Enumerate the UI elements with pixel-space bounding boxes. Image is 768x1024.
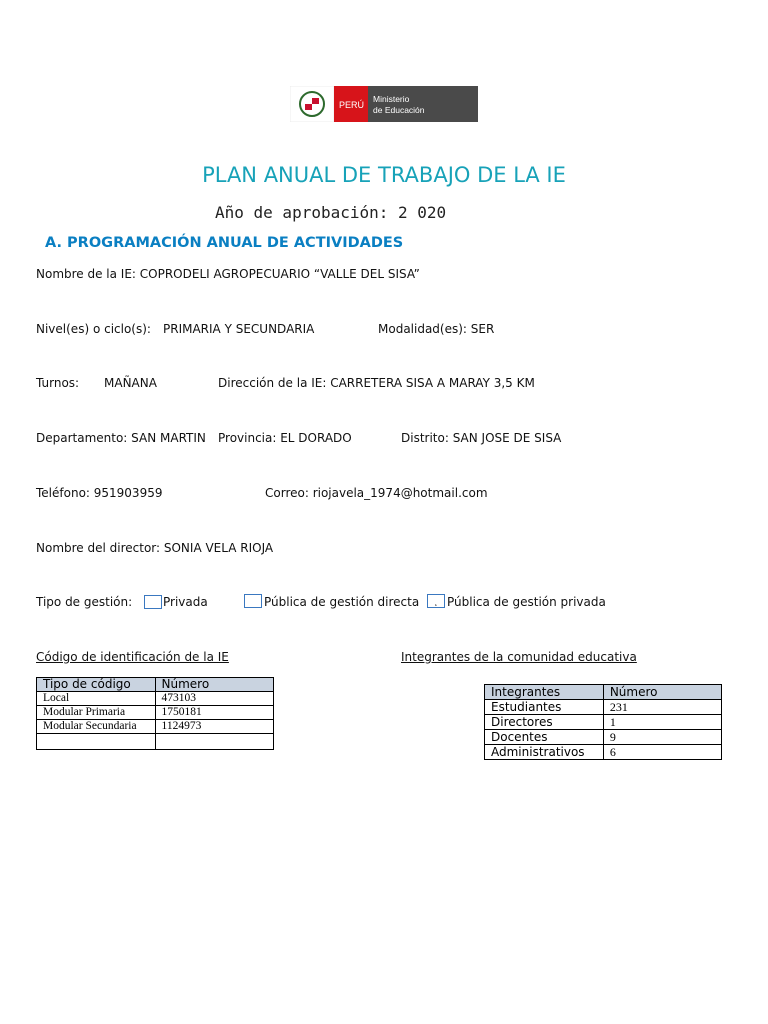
- logo-ministry-line1: Ministerio: [373, 94, 410, 104]
- table-cell: Directores: [485, 715, 604, 730]
- field-modalidad: Modalidad(es): SER: [378, 322, 495, 336]
- field-telefono: Teléfono: 951903959: [36, 486, 163, 500]
- table-row: [485, 715, 722, 730]
- field-niveles-value: PRIMARIA Y SECUNDARIA: [163, 322, 315, 336]
- codigo-table: [36, 677, 274, 750]
- field-distrito: Distrito: SAN JOSE DE SISA: [401, 431, 562, 445]
- gestion-label: Tipo de gestión:: [36, 595, 133, 609]
- table-row: [37, 692, 274, 706]
- table-row: [485, 745, 722, 760]
- peru-minedu-logo-icon: [290, 86, 478, 122]
- table-cell: [155, 734, 274, 750]
- header-cell: Tipo de código: [37, 678, 156, 692]
- table-cell: Estudiantes: [485, 700, 604, 715]
- integrantes-table: [484, 684, 722, 760]
- gestion-publica-privada-checkbox[interactable]: [427, 594, 445, 608]
- table-cell: 6: [603, 745, 721, 760]
- logo-ministry-line2: de Educación: [373, 105, 425, 115]
- table-row: [37, 720, 274, 734]
- table-header-row: [37, 678, 274, 692]
- gestion-publica-directa-checkbox[interactable]: [244, 594, 262, 608]
- field-correo: Correo: riojavela_1974@hotmail.com: [265, 486, 488, 500]
- table-row: [485, 730, 722, 745]
- table-cell: 9: [603, 730, 721, 745]
- document-title: PLAN ANUAL DE TRABAJO DE LA IE: [202, 163, 566, 187]
- codigo-table-caption: Código de identificación de la IE: [36, 650, 229, 664]
- table-cell: Local: [37, 692, 156, 706]
- field-turnos-label: Turnos:: [36, 376, 80, 390]
- field-niveles-label: Nivel(es) o ciclo(s):: [36, 322, 151, 336]
- header-cell: Número: [603, 685, 721, 700]
- table-cell: Modular Secundaria: [37, 720, 156, 734]
- table-cell: Modular Primaria: [37, 706, 156, 720]
- field-departamento: Departamento: SAN MARTIN: [36, 431, 206, 445]
- header-cell: Número: [155, 678, 274, 692]
- ministry-logo: [290, 86, 478, 122]
- table-row: [37, 734, 274, 750]
- table-cell: Administrativos: [485, 745, 604, 760]
- header-cell: Integrantes: [485, 685, 604, 700]
- gestion-privada-checkbox[interactable]: [144, 595, 162, 609]
- field-nombre-ie: Nombre de la IE: COPRODELI AGROPECUARIO “VALLE DEL SISA”: [36, 267, 420, 281]
- integrantes-table-caption: Integrantes de la comunidad educativa: [401, 650, 637, 664]
- field-provincia: Provincia: EL DORADO: [218, 431, 352, 445]
- table-cell: [37, 734, 156, 750]
- table-cell: 231: [603, 700, 721, 715]
- table-row: [485, 700, 722, 715]
- logo-country-text: PERÚ: [339, 100, 365, 110]
- table-cell: 473103: [155, 692, 274, 706]
- field-turnos-value: MAÑANA: [104, 376, 157, 390]
- table-header-row: [485, 685, 722, 700]
- section-title: A. PROGRAMACIÓN ANUAL DE ACTIVIDADES: [45, 235, 404, 251]
- gestion-privada-label: Privada: [163, 595, 208, 609]
- table-cell: 1124973: [155, 720, 274, 734]
- gestion-publica-directa-label: Pública de gestión directa: [264, 595, 420, 609]
- table-row: [37, 706, 274, 720]
- field-direccion: Dirección de la IE: CARRETERA SISA A MARAY 3,5 KM: [218, 376, 535, 390]
- table-cell: 1750181: [155, 706, 274, 720]
- approval-year: Año de aprobación: 2 020: [215, 203, 447, 222]
- field-director: Nombre del director: SONIA VELA RIOJA: [36, 541, 274, 555]
- gestion-publica-privada-label: Pública de gestión privada: [447, 595, 606, 609]
- table-cell: Docentes: [485, 730, 604, 745]
- table-cell: 1: [603, 715, 721, 730]
